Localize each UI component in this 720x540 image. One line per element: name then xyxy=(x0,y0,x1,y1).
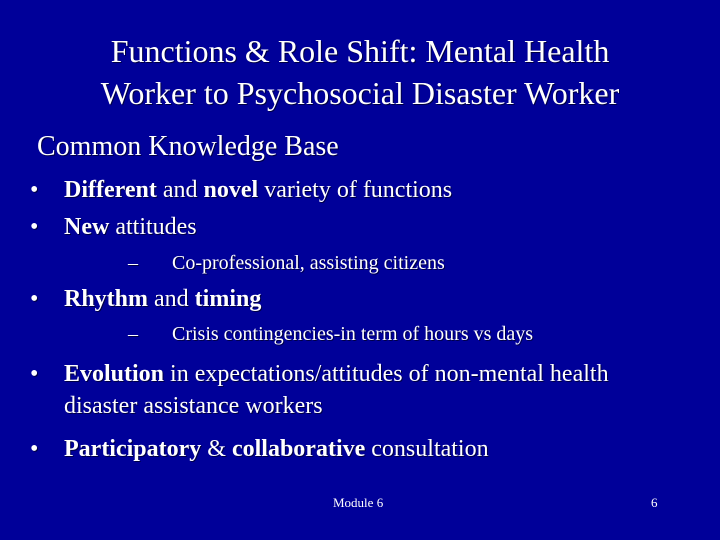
bullet-item-participatory xyxy=(30,433,670,465)
dash-marker: – xyxy=(128,323,138,345)
bullet-text xyxy=(64,174,670,206)
bullet-text-part: variety of functions xyxy=(258,177,453,203)
bullet-text-part: in expectations/attitudes of non-mental health disaster assistance workers xyxy=(64,361,609,419)
footer-module-label: Module 6 xyxy=(333,495,384,510)
sub-bullet-text: Crisis contingencies-in term of hours vs days xyxy=(172,323,534,345)
bold-term: Rhythm xyxy=(64,286,149,312)
bullet-text-part: & xyxy=(201,436,232,462)
bold-term: timing xyxy=(194,286,262,312)
bold-term: collaborative xyxy=(231,436,366,462)
page-number: 6 xyxy=(651,495,658,510)
bold-term: Evolution xyxy=(64,361,165,387)
bullet-item-evolution xyxy=(30,358,630,422)
bullet-text-part: attitudes xyxy=(109,214,197,240)
bullet-text xyxy=(64,358,630,422)
bullet-text xyxy=(64,433,670,465)
bold-term: novel xyxy=(203,177,259,203)
bullet-text-part: and xyxy=(156,177,204,203)
bullet-marker: • xyxy=(30,361,39,387)
section-heading: Common Knowledge Base xyxy=(37,131,339,162)
bullet-text xyxy=(64,211,670,243)
slide-title xyxy=(40,30,680,114)
bullet-marker: • xyxy=(30,436,39,462)
bullet-marker: • xyxy=(30,286,39,312)
bullet-marker: • xyxy=(30,214,39,240)
title-line-2: Worker to Psychosocial Disaster Worker xyxy=(100,75,620,111)
sub-bullet-text: Co-professional, assisting citizens xyxy=(172,252,445,274)
bullet-item-rhythm-timing xyxy=(30,283,670,315)
dash-marker: – xyxy=(128,252,138,274)
title-line-1: Functions & Role Shift: Mental Health xyxy=(110,33,610,69)
bullet-text-part: and xyxy=(148,286,195,312)
bold-term: New xyxy=(64,214,110,240)
bold-term: Participatory xyxy=(64,436,202,462)
sub-bullet-co-professional xyxy=(128,250,445,276)
bullet-marker: • xyxy=(30,177,39,203)
bullet-text-part: consultation xyxy=(365,436,489,462)
bold-term: Different xyxy=(64,177,157,203)
bullet-item-different-novel xyxy=(30,174,670,206)
bullet-item-new-attitudes xyxy=(30,211,670,243)
sub-bullet-crisis-contingencies xyxy=(128,321,533,347)
bullet-text xyxy=(64,283,670,315)
